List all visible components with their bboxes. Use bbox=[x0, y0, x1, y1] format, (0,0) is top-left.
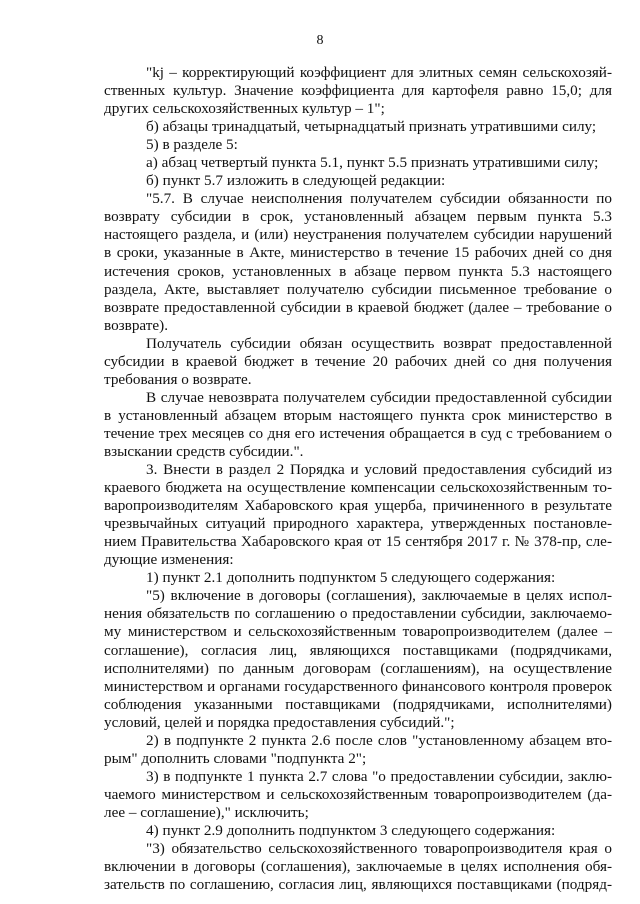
paragraph-2-7: 3) в подпункте 1 пункта 2.7 слова "о предоставлении субсидии, заключаемого министерством и сельскохозяйственным товаропроизводителем (далее – соглашение)," исключить; bbox=[104, 767, 612, 821]
paragraph-5-7: "5.7. В случае неисполнения получателем субсидии обязанности по возврату субсидии в срок, установленный абзацем первым пункта 5.3 настоящего раздела, и (или) неустранения получателем субсидии нарушений в сроки, указанные в Акте, министерство в течение 15 рабочих дней со дня истечения сроков, установленных в абзаце первом пункта 5.3 настоящего раздела, Акте, выставляет получателю субсидии письменное требование о возврате предоставленной субсидии в краевой бюджет (далее – требование о возврате). bbox=[104, 190, 612, 334]
paragraph-subitem-3: "3) обязательство сельскохозяйственного товаропроизводителя края о включении в договоры (соглашения), заключаемые в целях исполнения обязательств по соглашению, согласия лиц, являющихся поставщиками (подряд- bbox=[104, 840, 612, 894]
paragraph-3-amend-section-2: 3. Внести в раздел 2 Порядка и условий предоставления субсидий из краевого бюджета на осуществление компенсации сельскохозяйственным товаропроизводителям Хабаровского края ущерба, причиненного в результате чрезвычайных ситуаций природного характера, утвержденных постановлением Правительства Хабаровского края от 15 сентября 2017 г. № 378-пр, следующие изменения: bbox=[104, 461, 612, 569]
paragraph-item-a: а) абзац четвертый пункта 5.1, пункт 5.5 признать утратившими силу; bbox=[146, 154, 599, 172]
paragraph-non-return: В случае невозврата получателем субсидии предоставленной субсидии в установленный абзацем вторым настоящего пункта срок министерство в течение трех месяцев со дня его истечения обращается в суд с требованием о взыскании средств субсидии.". bbox=[104, 388, 612, 460]
paragraph-2-1: 1) пункт 2.1 дополнить подпунктом 5 следующего содержания: bbox=[146, 569, 556, 587]
paragraph-section-5: 5) в разделе 5: bbox=[146, 136, 238, 154]
paragraph-subitem-5: "5) включение в договоры (соглашения), заключаемые в целях исполнения обязательств по соглашению о предоставлении субсидии, заключаемому министерством и сельскохозяйственным товаропроизводителем (далее – соглашение), согласия лиц, являющихся поставщиками (подрядчиками, исполнителями) по данным договорам (соглашениям), на осуществление министерством и органами государственного финансового контроля проверок соблюдения указанными поставщиками (подрядчиками, исполнителями) условий, целей и порядка предоставления субсидий."; bbox=[104, 587, 612, 731]
paragraph-item-b: б) пункт 5.7 изложить в следующей редакции: bbox=[146, 172, 446, 190]
document-body bbox=[104, 64, 612, 894]
page-number: 8 bbox=[316, 33, 324, 48]
paragraph-kj-coefficient: "kj – корректирующий коэффициент для элитных семян сельскохозяйственных культур. Значение коэффициента для картофеля равно 15,0; для других сельскохозяйственных культур – 1"; bbox=[104, 64, 612, 118]
paragraph-2-9: 4) пункт 2.9 дополнить подпунктом 3 следующего содержания: bbox=[146, 821, 556, 839]
paragraph-2-6: 2) в подпункте 2 пункта 2.6 после слов "установленному абзацем вторым" дополнить словами "подпункта 2"; bbox=[104, 731, 612, 767]
paragraph-abzacy-13-14: б) абзацы тринадцатый, четырнадцатый признать утратившими силу; bbox=[146, 118, 597, 136]
paragraph-recipient-obliged: Получатель субсидии обязан осуществить возврат предоставленной субсидии в краевой бюджет в течение 20 рабочих дней со дня получения требования о возврате. bbox=[104, 334, 612, 388]
